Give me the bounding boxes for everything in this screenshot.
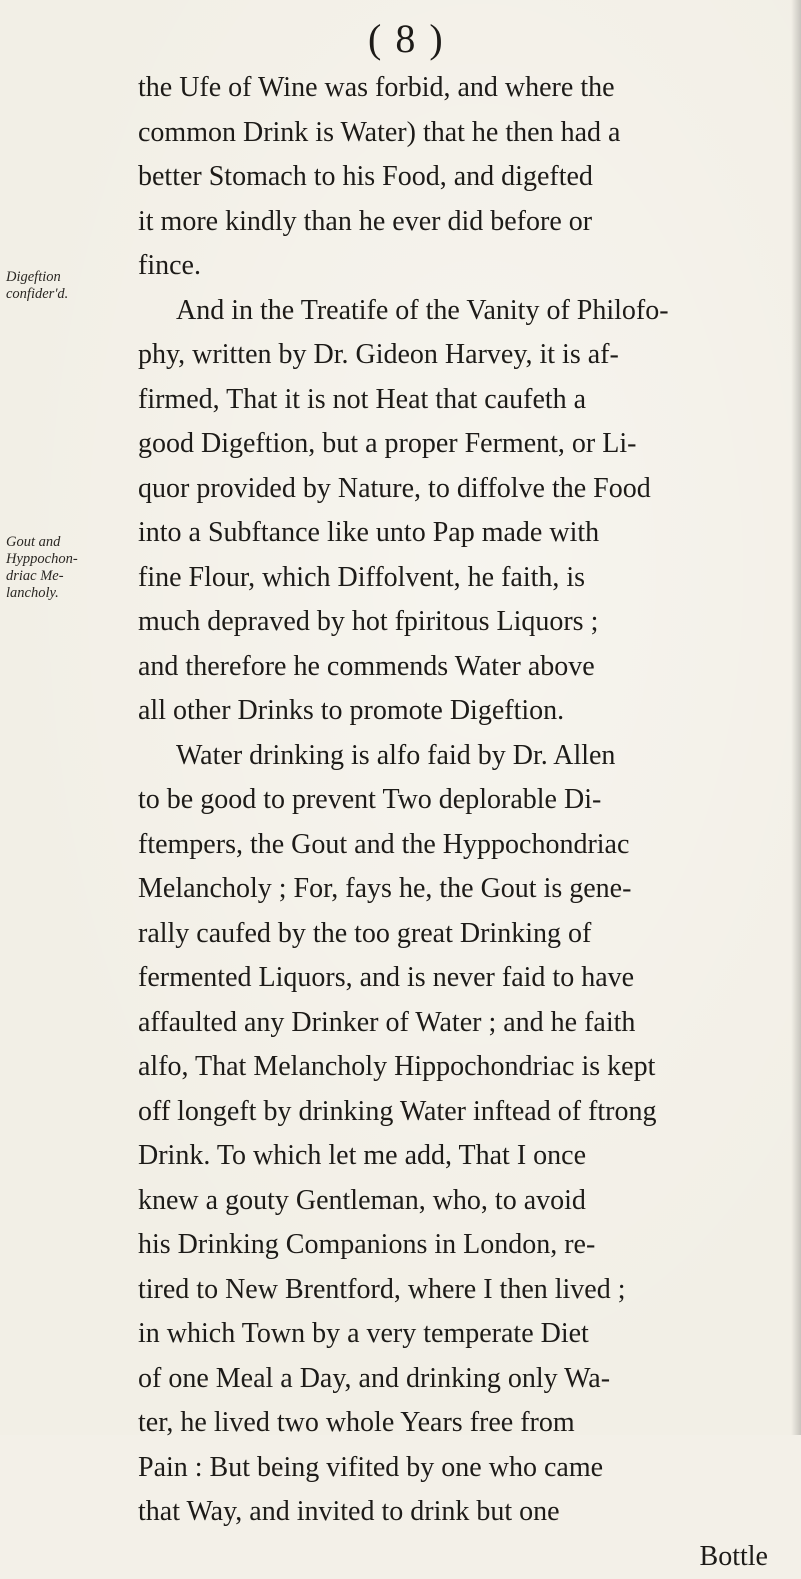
text-line: Drink. To which let me add, That I once xyxy=(138,1134,774,1179)
text-line: better Stomach to his Food, and digefted xyxy=(138,155,774,200)
catchword: Bottle xyxy=(138,1535,774,1579)
text-line: phy, written by Dr. Gideon Harvey, it is af- xyxy=(138,333,774,378)
page-edge-shadow xyxy=(791,0,801,1435)
text-line: that Way, and invited to drink but one xyxy=(138,1490,774,1535)
text-line: And in the Treatife of the Vanity of Philofo- xyxy=(138,289,774,334)
text-line: tired to New Brentford, where I then lived ; xyxy=(138,1268,774,1313)
text-line: fine Flour, which Diffolvent, he faith, is xyxy=(138,556,774,601)
text-line: common Drink is Water) that he then had a xyxy=(138,111,774,156)
text-line: all other Drinks to promote Digeftion. xyxy=(138,689,774,734)
text-line: fince. xyxy=(138,244,774,289)
text-line: ftempers, the Gout and the Hyppochondriac xyxy=(138,823,774,868)
text-line: of one Meal a Day, and drinking only Wa- xyxy=(138,1357,774,1402)
margin-note-line: Digeftion xyxy=(6,269,68,286)
text-line: good Digeftion, but a proper Ferment, or Li- xyxy=(138,422,774,467)
text-line: and therefore he commends Water above xyxy=(138,645,774,690)
text-line: fermented Liquors, and is never faid to have xyxy=(138,956,774,1001)
text-line: the Ufe of Wine was forbid, and where the xyxy=(138,66,774,111)
text-line: off longeft by drinking Water inftead of ftrong xyxy=(138,1090,774,1135)
margin-note-line: Gout and xyxy=(6,534,78,551)
margin-note-digestion xyxy=(6,269,68,303)
text-line: affaulted any Drinker of Water ; and he faith xyxy=(138,1001,774,1046)
text-line: much depraved by hot fpiritous Liquors ; xyxy=(138,600,774,645)
text-line: knew a gouty Gentleman, who, to avoid xyxy=(138,1179,774,1224)
text-line: rally caufed by the too great Drinking of xyxy=(138,912,774,957)
margin-note-line: confider'd. xyxy=(6,286,68,303)
text-line: his Drinking Companions in London, re- xyxy=(138,1223,774,1268)
text-line: Water drinking is alfo faid by Dr. Allen xyxy=(138,734,774,779)
margin-note-line: lancholy. xyxy=(6,585,78,602)
page-number: ( 8 ) xyxy=(368,14,445,64)
margin-note-gout xyxy=(6,534,78,602)
text-line: to be good to prevent Two deplorable Di- xyxy=(138,778,774,823)
body-text xyxy=(138,66,774,1579)
margin-note-line: Hyppochon- xyxy=(6,551,78,568)
text-line: firmed, That it is not Heat that caufeth a xyxy=(138,378,774,423)
text-line: into a Subftance like unto Pap made with xyxy=(138,511,774,556)
text-line: alfo, That Melancholy Hippochondriac is kept xyxy=(138,1045,774,1090)
text-line: it more kindly than he ever did before or xyxy=(138,200,774,245)
margin-note-line: driac Me- xyxy=(6,568,78,585)
text-line: ter, he lived two whole Years free from xyxy=(138,1401,774,1446)
text-line: quor provided by Nature, to diffolve the Food xyxy=(138,467,774,512)
text-line: in which Town by a very temperate Diet xyxy=(138,1312,774,1357)
text-line: Pain : But being vifited by one who came xyxy=(138,1446,774,1491)
text-line: Melancholy ; For, fays he, the Gout is gene- xyxy=(138,867,774,912)
